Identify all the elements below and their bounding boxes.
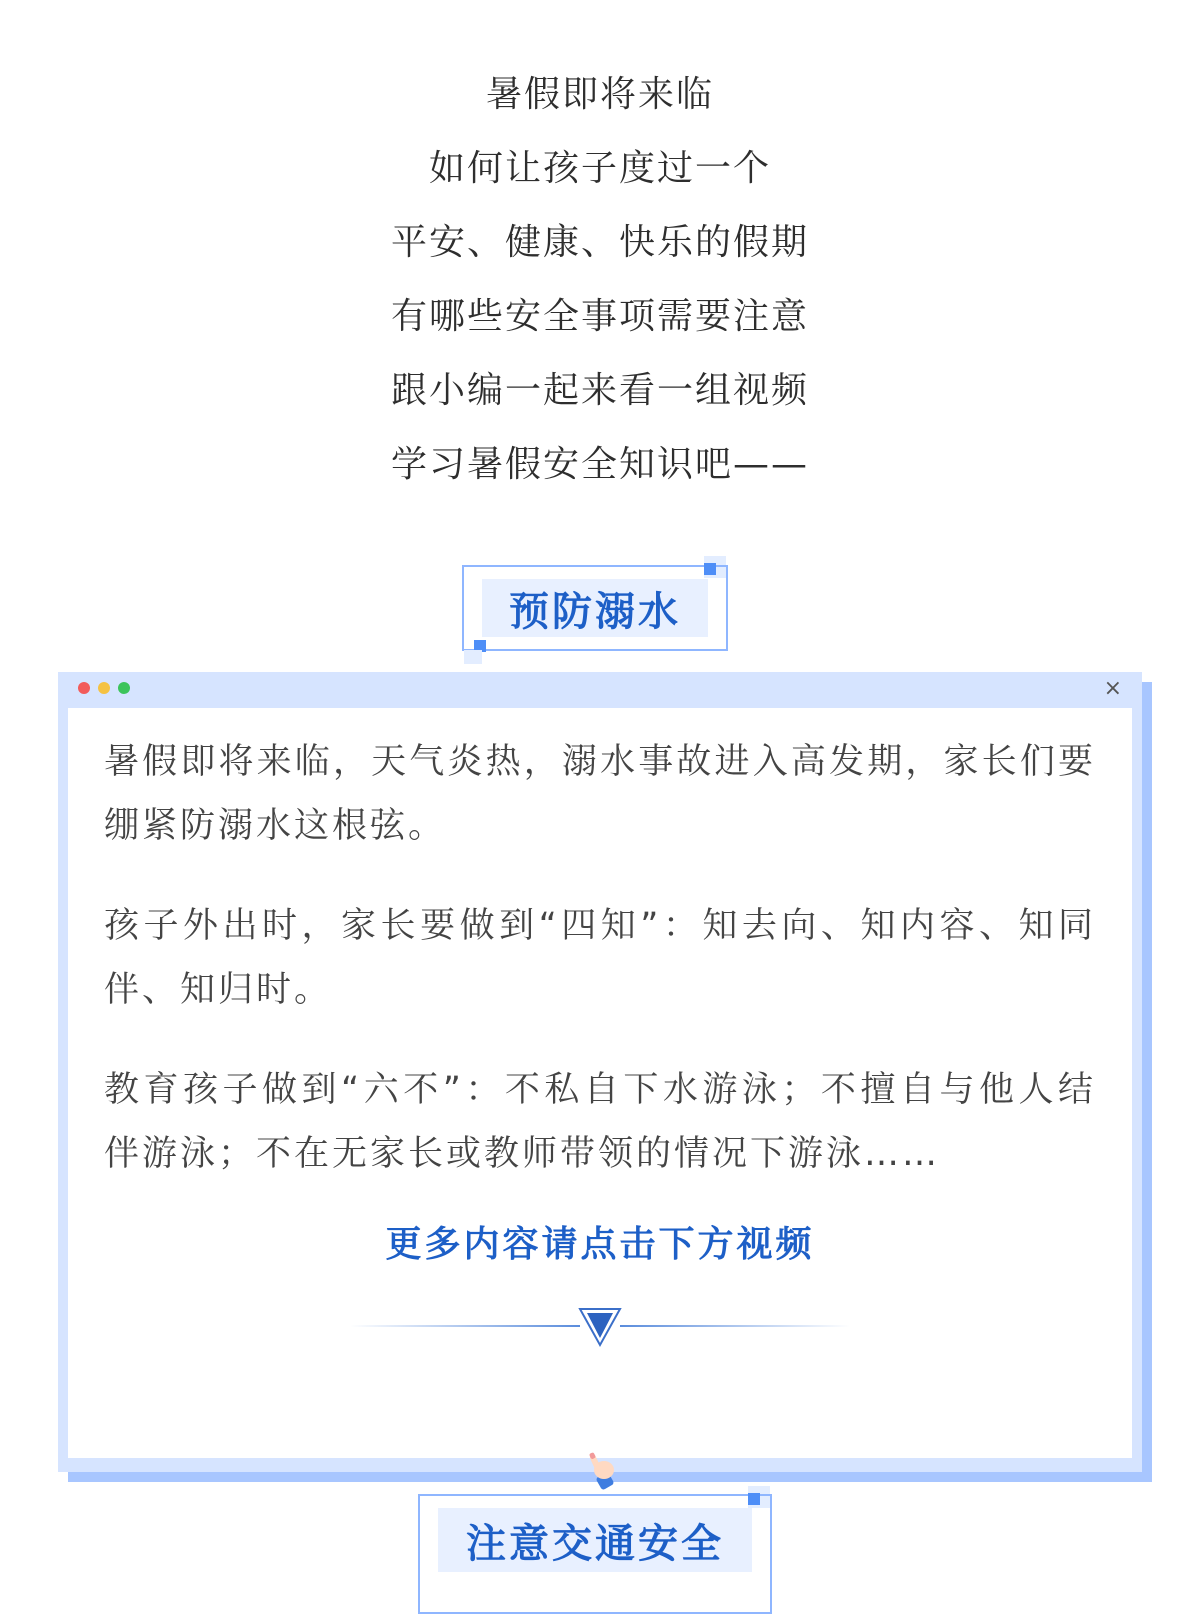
intro-line: 有哪些安全事项需要注意 [390, 296, 809, 337]
intro-text [0, 58, 1200, 502]
divider [350, 1305, 850, 1349]
section-title-bg [438, 1508, 752, 1572]
window-controls [78, 682, 130, 694]
intro-line: 如何让孩子度过一个 [428, 148, 771, 189]
close-icon[interactable]: × [1103, 676, 1122, 701]
decor-square [704, 563, 716, 575]
window-maximize-dot[interactable] [118, 682, 130, 694]
divider-line [620, 1325, 850, 1327]
section-title-box [418, 1494, 772, 1614]
section-title-traffic: 注意交通安全 [466, 1520, 724, 1567]
down-triangle-icon [578, 1305, 622, 1349]
intro-line: 暑假即将来临 [485, 74, 714, 115]
content-window [58, 672, 1142, 1472]
window-body [68, 708, 1132, 1458]
intro-line: 学习暑假安全知识吧—— [390, 444, 809, 485]
window-close-dot[interactable] [78, 682, 90, 694]
paragraph: 教育孩子做到“六不”：不私自下水游泳；不擅自与他人结伴游泳；不在无家长或教师带领的情况下游泳…… [104, 1070, 1096, 1174]
decor-square [748, 1493, 760, 1505]
video-prompt-link[interactable]: 更多内容请点击下方视频 [385, 1224, 815, 1265]
decor-square [464, 650, 482, 664]
section-title-box [462, 565, 728, 651]
paragraph: 孩子外出时，家长要做到“四知”：知去向、知内容、知同伴、知归时。 [104, 906, 1096, 1010]
divider-line [350, 1325, 580, 1327]
section-title-drowning: 预防溺水 [509, 588, 681, 635]
intro-line: 平安、健康、快乐的假期 [390, 222, 809, 263]
intro-line: 跟小编一起来看一组视频 [390, 370, 809, 411]
window-minimize-dot[interactable] [98, 682, 110, 694]
paragraph: 暑假即将来临，天气炎热，溺水事故进入高发期，家长们要绷紧防溺水这根弦。 [104, 742, 1096, 846]
section-title-bg [482, 579, 708, 637]
